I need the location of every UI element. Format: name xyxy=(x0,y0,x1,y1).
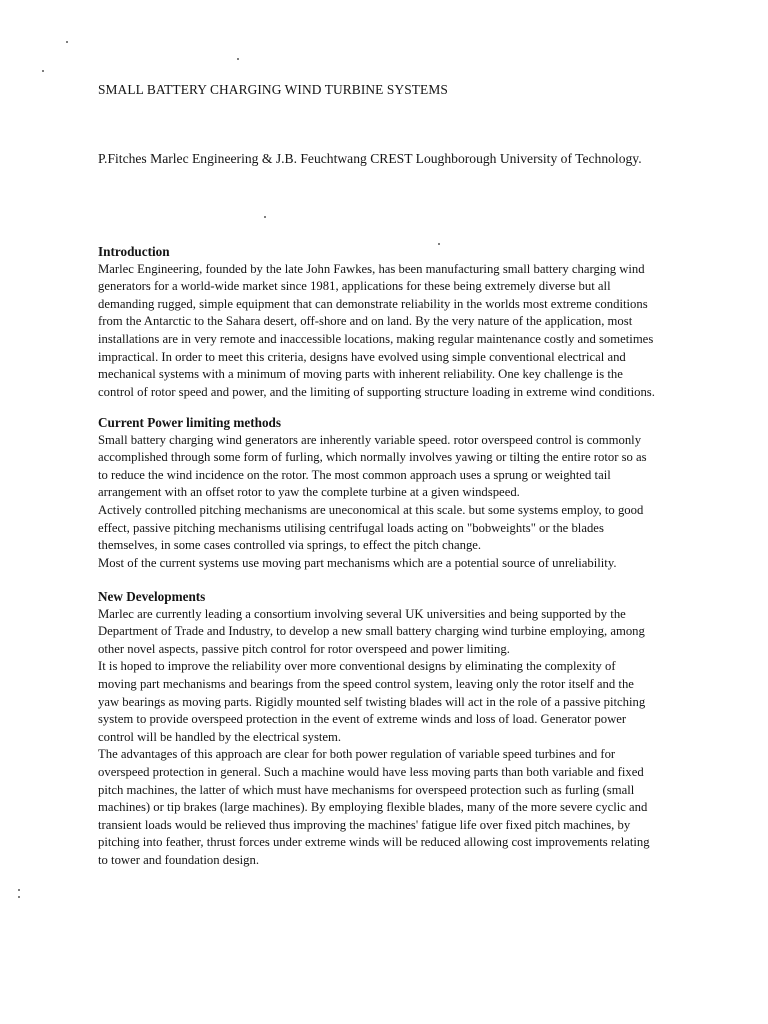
section-current-methods xyxy=(98,414,738,572)
body-line: accomplished through some form of furling, which normally involves yawing or tilting the entire rotor so as xyxy=(98,450,647,465)
body-line: mechanical systems with a minimum of moving parts with inherent reliability. One key challenge is the xyxy=(98,367,623,382)
body-line: yaw bearings as moving parts. Rigidly mounted self twisting blades will act in the role of a passive pitching xyxy=(98,694,646,709)
body-line: moving part mechanisms and bearings from the speed control system, leaving only the rotor itself and the xyxy=(98,676,634,691)
body-line: Marlec Engineering, founded by the late John Fawkes, has been manufacturing small battery charging wind xyxy=(98,261,645,276)
paper-authors: P.Fitches Marlec Engineering & J.B. Feuchtwang CREST Loughborough University of Technology. xyxy=(98,151,642,166)
scan-speck xyxy=(18,889,20,891)
body-line: themselves, in some cases controlled via springs, to effect the pitch change. xyxy=(98,538,482,553)
paper-title: SMALL BATTERY CHARGING WIND TURBINE SYSTEMS xyxy=(98,82,448,97)
body-line: demanding rugged, simple equipment that can demonstrate reliability in the worlds most extreme conditions xyxy=(98,296,648,311)
section-heading: Current Power limiting methods xyxy=(98,415,282,430)
body-line: machines) or tip brakes (large machines). By employing flexible blades, many of the more severe cyclic and xyxy=(98,800,648,815)
body-line: effect, passive pitching mechanisms utilising centrifugal loads acting on "bobweights" or the blades xyxy=(98,520,604,535)
body-line: Most of the current systems use moving part mechanisms which are a potential source of unreliability. xyxy=(98,555,617,570)
body-line: system to provide overspeed protection in the event of extreme winds and loss of load. Generator power xyxy=(98,712,627,727)
body-line: control of rotor speed and power, and the limiting of supporting structure loading in extreme wind conditions. xyxy=(98,384,655,399)
scan-speck xyxy=(264,216,266,218)
body-line: The advantages of this approach are clear for both power regulation of variable speed turbines and for xyxy=(98,747,616,762)
body-line: impractical. In order to meet this criteria, designs have evolved using simple conventional electrical and xyxy=(98,349,626,364)
scan-speck xyxy=(66,41,68,43)
section-heading: Introduction xyxy=(98,244,170,259)
body-line: pitching into feather, thrust forces under extreme winds will be reduced allowing cost improvements relating xyxy=(98,835,650,850)
scan-speck xyxy=(18,896,20,898)
body-line: installations are in very remote and inaccessible locations, making regular maintenance costly and sometimes xyxy=(98,331,654,346)
body-line: other novel aspects, passive pitch control for rotor overspeed and power limiting. xyxy=(98,641,510,656)
body-line: from the Antarctic to the Sahara desert, off-shore and on land. By the very nature of the application, most xyxy=(98,314,633,329)
body-line: Small battery charging wind generators are inherently variable speed. rotor overspeed control is commonly xyxy=(98,432,642,447)
section-heading: New Developments xyxy=(98,589,206,604)
body-line: overspeed protection in general. Such a machine would have less moving parts than both variable and fixed xyxy=(98,764,644,779)
scan-speck xyxy=(237,58,239,60)
body-line: control will be handled by the electrical system. xyxy=(98,729,342,744)
body-line: Marlec are currently leading a consortium involving several UK universities and being supported by the xyxy=(98,606,626,621)
body-line: transient loads would be relieved thus improving the machines' fatigue life over fixed pitch machines, by xyxy=(98,817,631,832)
section-new-developments xyxy=(98,588,738,870)
body-line: pitch machines, the latter of which must have mechanisms for overspeed protection such as furling (small xyxy=(98,782,635,797)
body-line: Department of Trade and Industry, to develop a new small battery charging wind turbine employing, among xyxy=(98,624,645,639)
body-line: It is hoped to improve the reliability over more conventional designs by eliminating the complexity of xyxy=(98,659,616,674)
body-line: arrangement with an offset rotor to yaw the complete turbine at a given windspeed. xyxy=(98,485,520,500)
scan-speck xyxy=(42,70,44,72)
body-line: to reduce the wind incidence on the rotor. The most common approach uses a sprung or weighted tail xyxy=(98,467,611,482)
body-line: Actively controlled pitching mechanisms are uneconomical at this scale. but some systems employ, to good xyxy=(98,502,644,517)
section-introduction xyxy=(98,243,738,401)
body-line: to tower and foundation design. xyxy=(98,852,260,867)
body-line: generators for a world-wide market since 1981, applications for these being extremely diverse but all xyxy=(98,279,611,294)
